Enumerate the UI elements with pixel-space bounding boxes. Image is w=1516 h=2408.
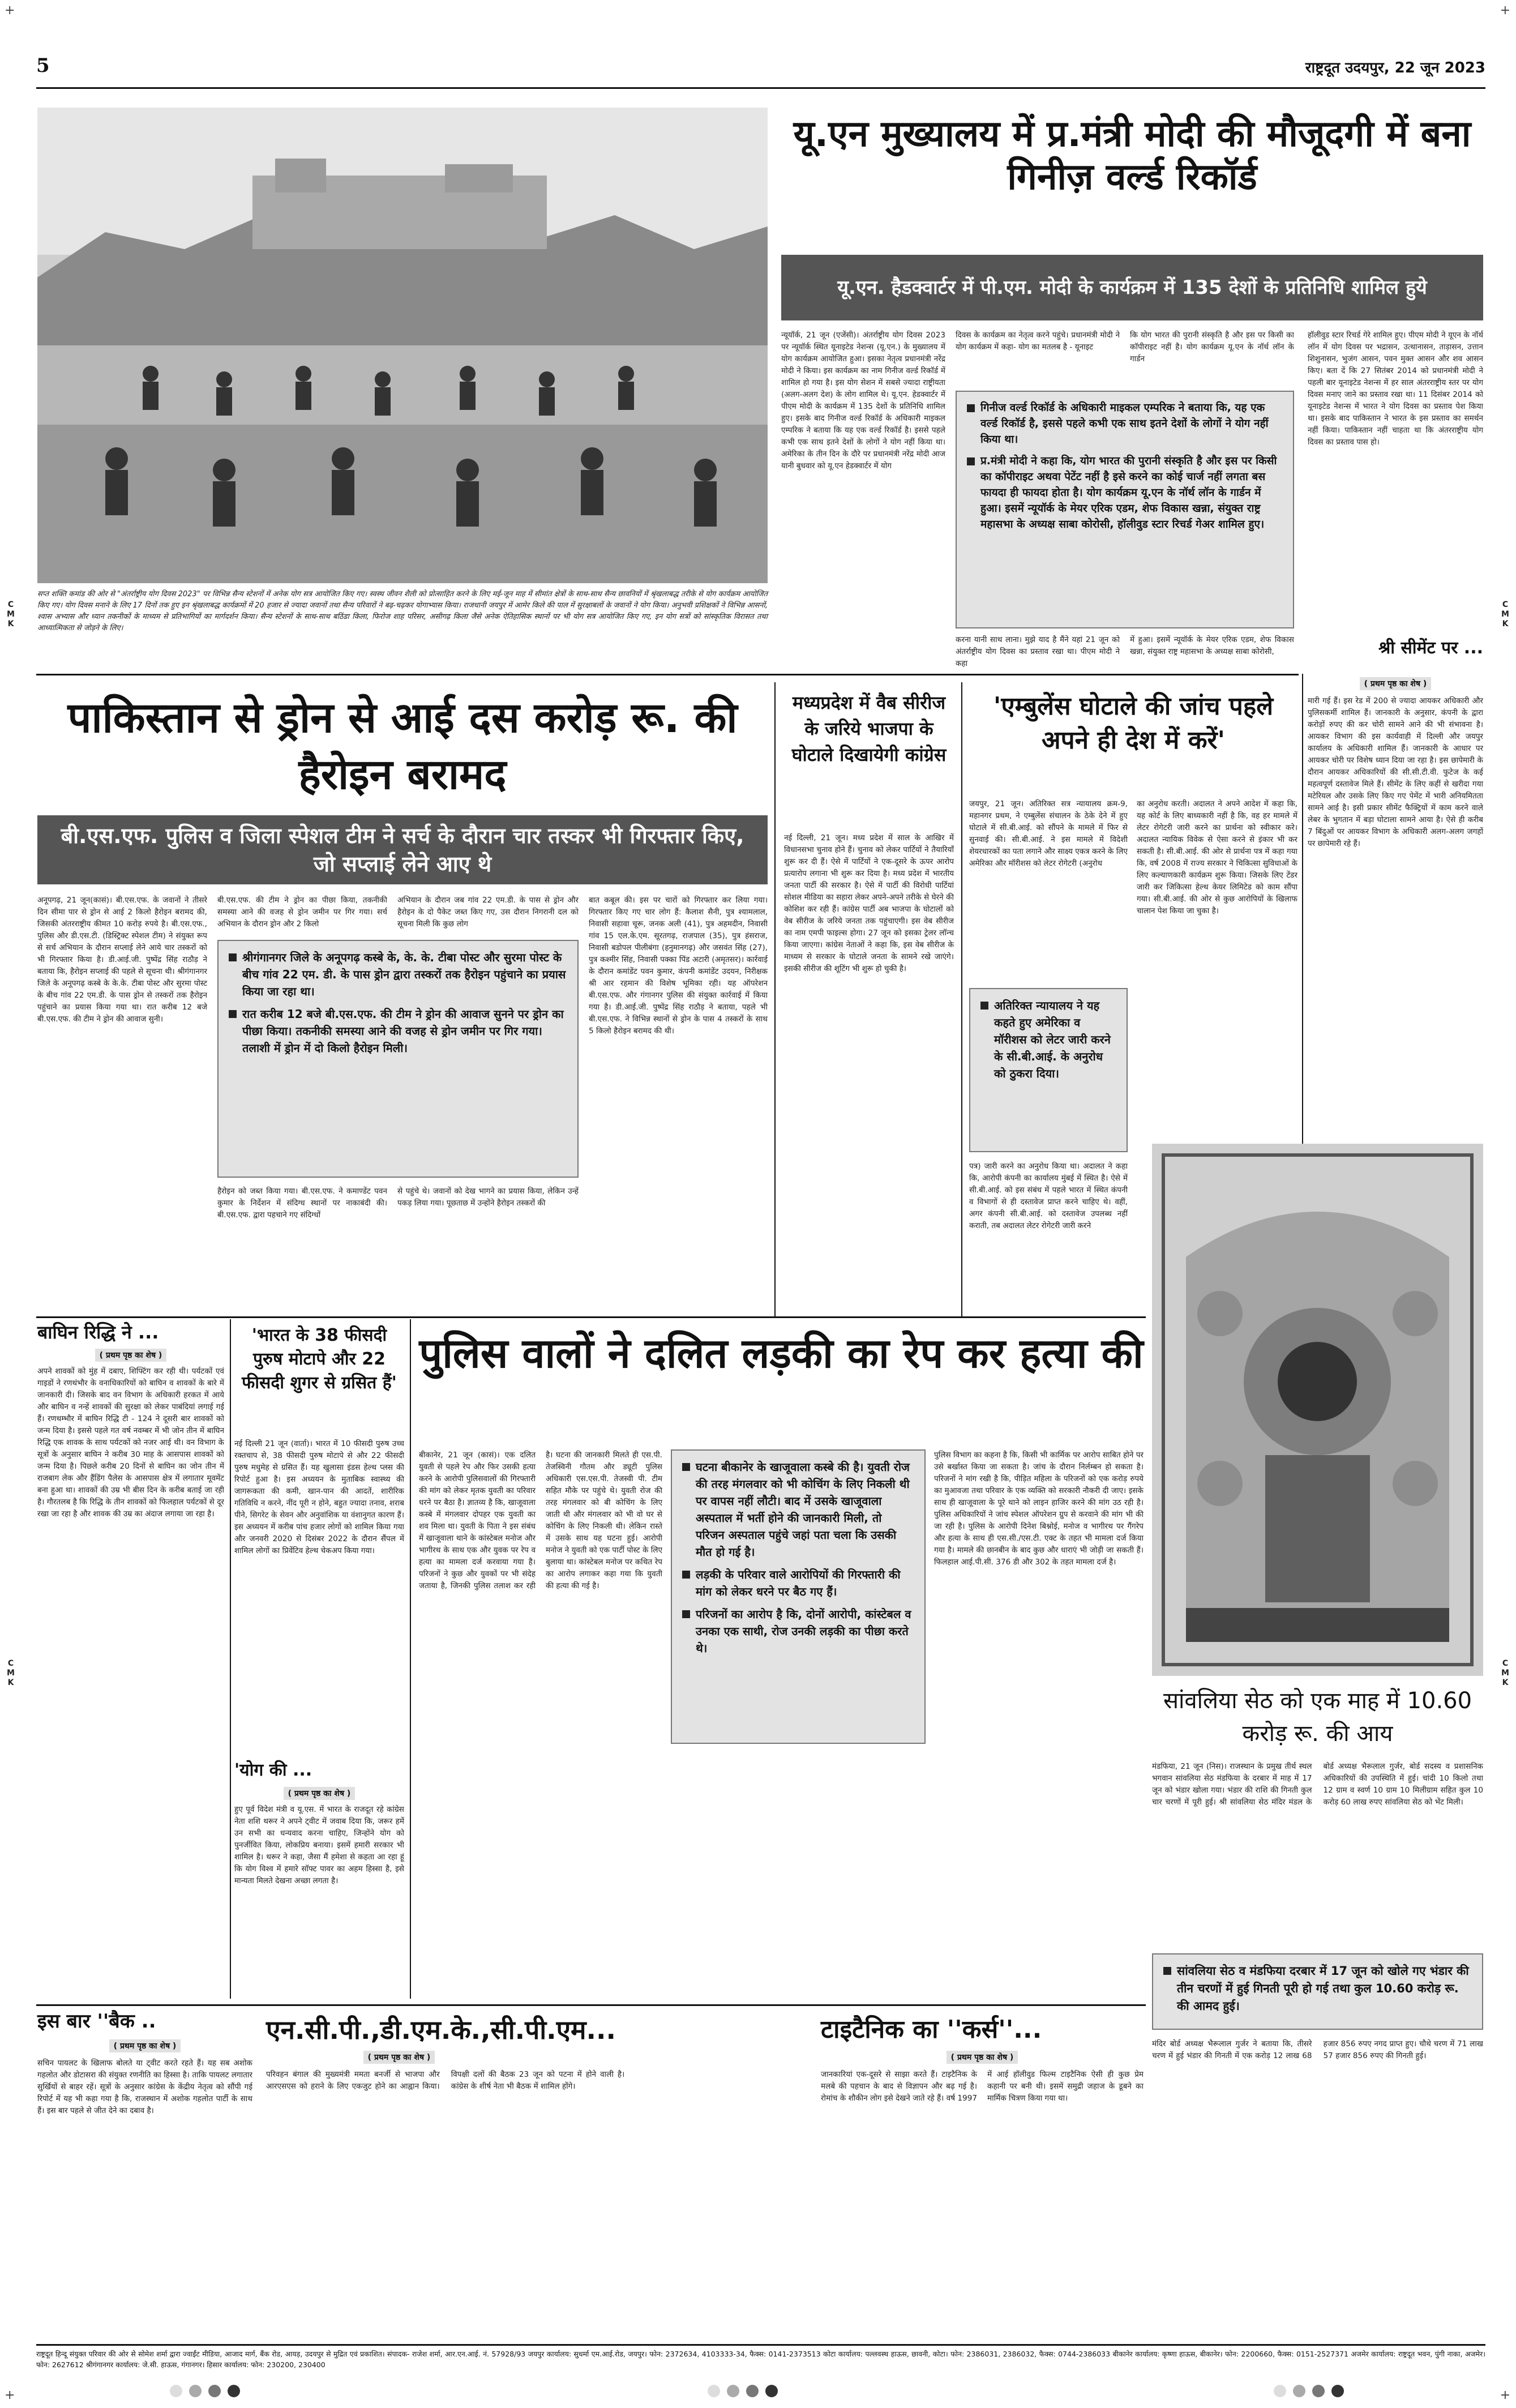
- color-dots-right: [1274, 2385, 1344, 2397]
- rape-highlight-2-text: लड़की के परिवार वाले आरोपियों की गिरफ्तारी की मांग को लेकर धरने पर बैठ गए हैं।: [696, 1568, 901, 1598]
- cement-tag-label: ( प्रथम पृष्ठ का शेष ): [1360, 677, 1432, 690]
- rape-highlight-1: [682, 1459, 914, 1560]
- bullet-square-icon: [980, 1002, 988, 1010]
- baghin-body: अपने शावकों को मुंह में दबाए, शिफ्टिंग कर रही थी। पर्यटकों एवं गाइडों ने रणथंभौर के वनाधिकारियों को बाघिन व शावकों के बारे में जानकारी दी। जिसके बाद वन विभाग के अधिकारी हरकत में आये और बाघिन व नन्हें शावकों की सुरक्षा को लेकर पाबंदियां लगाई गई हैं। रणथम्भौर में बाघिन रिद्धि टी - 124 ने दूसरी बार शावकों को जन्म दिया है। इससे पहले गत वर्ष नवम्बर में भी जोन तीन में बाघिन रिद्धि एक शावक के साथ पर्यटकों को नजर आई थी। वन विभाग के सूत्रों के अनुसार बाघिन ने करीब 30 माह के आसपास शावकों को जन्म दिया है। पिछले करीब 20 दिनों से बाघिन का जोन तीन में राजबाग लेक और हैंडिंग पैलेस के आसपास क्षेत्र में लगातार मूवमेंट बना हुआ था। शावकों की उम्र भी बीस दिन के करीब बताई जा रही है। गौरतलब है कि रिद्धि के तीन शावकों को फिलहाल पर्यटकों से दूर रखा जा रहा है और शावक की उम्र का अंदाज लगाया जा रहा है।: [37, 1367, 224, 1519]
- sanwaliya-photo: [1152, 1144, 1483, 1676]
- yoga-photo: [37, 108, 768, 583]
- drone-subhead-text: बी.एस.एफ. पुलिस व जिला स्पेशल टीम ने सर्च के दौरान चार तस्कर भी गिरफ्तार किए, जो सप्लाई लेने आए थे: [61, 823, 744, 876]
- rape-highlight-2: [682, 1566, 914, 1600]
- registration-mark-bottom-right: +: [1500, 2388, 1510, 2402]
- titanic-tag-label: ( प्रथम पृष्ठ का शेष ): [947, 2051, 1018, 2064]
- drone-highlight-1-text: श्रीगंगानगर जिले के अनूपगढ़ कस्बे के, के. के. टीबा पोस्ट और सुरमा पोस्ट के बीच गांव 22 एम. डी. के पास ड्रोन द्वारा तस्करों तक हैरोइन पहुंचाने का प्रयास किया जा रहा था।: [242, 951, 566, 998]
- un-body-col-1: न्यूयॉर्क, 21 जून (एजेंसी)। अंतर्राष्ट्रीय योग दिवस 2023 पर न्यूयॉर्क स्थित यूनाइटेड नेशन्स (यू.एन.) के मुख्यालय में योग कार्यक्रम आयोजित हुआ। इसका नेतृत्व प्रधानमंत्री नरेंद्र मोदी ने किया। इस कार्यक्रम का नाम गिनीज वर्ल्ड रिकॉर्ड में शामिल हो गया है। इस योग सेशन में सबसे ज्यादा राष्ट्रीयता (अलग-अलग देश) के लोग शामिल थे। यू.एन. हेडक्वार्टर में पीएम मोदी के कार्यक्रम में 135 देशों के प्रतिनिधि शामिल हुए। इसके बाद गिनीज वर्ल्ड रिकॉर्ड के अधिकारी माइकल एम्परिक ने बताया कि यह एक वर्ल्ड रिकॉर्ड है। इससे पहले कभी एक साथ इतने देशों के लोगों ने योग नहीं किया था। अमेरिका के तीन दिन के दौरे पर प्रधानमंत्री नरेंद्र मोदी आज यानी बुधवार को यू.एन हेडक्वार्टर में योग: [781, 331, 945, 471]
- color-dot: [1293, 2385, 1305, 2397]
- baghin-tag: [37, 1349, 224, 1362]
- paper-date: राष्ट्रदूत उदयपुर, 22 जून 2023: [1305, 59, 1485, 76]
- color-dot: [189, 2385, 202, 2397]
- un-subhead-text: यू.एन. हैडक्वार्टर में पी.एम. मोदी के कार्यक्रम में 135 देशों के प्रतिनिधि शामिल हुये: [837, 276, 1427, 299]
- column-rule-4: [230, 1319, 231, 1999]
- color-dot: [708, 2385, 720, 2397]
- bait-tag: [37, 2039, 252, 2052]
- header-rule: [36, 87, 1485, 89]
- ambulance-highlight-item: [980, 997, 1116, 1082]
- ambulance-highlight-text: अतिरिक्त न्यायालय ने यह कहते हुए अमेरिका व मॉरीशस को लेटर जारी करने के सी.बी.आई. के अनुरोध को ठुकरा दिया।: [994, 999, 1111, 1080]
- color-mark-left-2: C M K: [7, 1659, 15, 1687]
- titanic-body: जानकारियां एक-दूसरे से साझा करते हैं। टाइटैनिक के मलबे की पहचान के बाद से विज्ञापन और बढ़ गई है। रोमांच के शौकीन लोग इसे देखने जाते रहे हैं। वर्ष 1997 में आई हॉलीवुड फिल्म टाइटैनिक ऐसी ही कुछ प्रेम कहानी पर बनी थी। इसमें समुद्री जहाज के डूबने का मार्मिक चित्रण किया गया था।: [821, 2070, 1144, 2103]
- yog-tag-label: ( प्रथम पृष्ठ का शेष ): [284, 1787, 356, 1800]
- ncp-title: एन.सी.पी.,डी.एम.के.,सी.पी.एम...: [266, 2014, 616, 2045]
- yog-tag: [234, 1787, 404, 1800]
- color-dot: [1312, 2385, 1325, 2397]
- color-mark-left-1: C M K: [7, 600, 15, 628]
- page-number: 5: [36, 54, 50, 77]
- rape-highlight-1-text: घटना बीकानेर के खाजूवाला कस्बे की है। युवती रोज की तरह मंगलवार को भी कोचिंग के लिए निकली थी पर वापस नहीं लौटी। बाद में उसके खाजूवाला अस्पताल में भर्ती होने की जानकारी मिली, तो परिजन अस्पताल पहुंचे जहां पता चला कि उसकी मौत हो गई है।: [696, 1460, 910, 1559]
- ncp-body: परिवहन बंगाल की मुख्यमंत्री ममता बनर्जी से भाजपा और आरएसएस को हराने के लिए एकजुट होने का आह्वान किया। विपक्षी दलों की बैठक 23 जून को पटना में होने वाली है। कांग्रेस के शीर्ष नेता भी बैठक में शामिल होंगे।: [266, 2070, 625, 2091]
- bait-title: इस बार ''बैक ..: [37, 2010, 156, 2033]
- bottom-section-rule: [36, 2004, 1146, 2006]
- registration-mark-bottom-left: +: [5, 2388, 15, 2402]
- cement-tag: [1308, 677, 1483, 690]
- sanwaliya-more-body: मंदिर बोर्ड अध्यक्ष भैरूलाल गुर्जर ने बताया कि, तीसरे चरण में हुई भंडार की गिनती में एक करोड़ 12 लाख 68 हजार 856 रुपए नगद प्राप्त हुए। चौथे चरण में 71 लाख 57 हजार 856 रुपए की गिनती हुई।: [1152, 2039, 1483, 2060]
- bait-body: सचिन पायलट के खिलाफ बोलते या ट्वीट करते रहते हैं। यह सब अशोक गहलोत और डोटासरा की संयुक्त रणनीति का हिस्सा है। ताकि पायलट लगातार सुर्खियों से बाहर रहें। सूत्रों के अनुसार कांग्रेस के केंद्रीय नेतृत्व को सौंपी गई रिपोर्ट में यह भी कहा गया है कि, राजस्थान में अशोक गहलोत पार्टी के साथ हैं। इस बार पहले से जीत देने का दबाव है।: [37, 2059, 252, 2115]
- ncp-tag-label: ( प्रथम पृष्ठ का शेष ): [363, 2051, 435, 2064]
- titanic-title: टाइटैनिक का ''कर्स''...: [821, 2015, 1042, 2044]
- titanic-tag: [821, 2051, 1144, 2064]
- sanwaliya-highlight-item: [1163, 1962, 1472, 2015]
- rape-highlight-3: [682, 1606, 914, 1657]
- registration-mark-top-left: +: [5, 3, 15, 18]
- color-dot: [228, 2385, 240, 2397]
- color-dot: [208, 2385, 221, 2397]
- rape-body-col-1: बीकानेर, 21 जून (कासं)। एक दलित युवती से पहले रेप और फिर उसकी हत्या करने के आरोपी पुलिसवालों की गिरफ्तारी की मांग को लेकर मृतक युवती का परिवार धरने पर बैठा है। ज्ञातव्य है कि, खाजूवाला कस्बे में मंगलवार दोपहर एक युवती का शव मिला था। युवती के पिता ने इस संबंध में खाजूवाला थाने के कांस्टेबल मनोज और भागीरथ के साथ एक और युवक पर रेप व हत्या का मामला दर्ज करवाया गया है। परिजनों ने कुछ और युवकों पर भी संदेह जताया है, जिनकी पुलिस तलाश कर रही है। घटना की जानकारी मिलते ही एस.पी. तेजस्विनी गौतम और ड्यूटी पुलिस अधिकारी एस.एस.पी. तेजस्वी पी. टीम सहित मौके पर पहुंचे थे। युवती रोज की तरह मंगलवार को बी कोचिंग के लिए जाती थी और मंगलवार को भी वो घर से कोचिंग के लिए निकली थी। लेकिन रास्ते में उसके साथ यह घटना हुई। आरोपी मनोज ने युवती को एक पार्टी पोस्ट के लिए बुलाया था। कांस्टेबल मनोज पर कथित रेप का आरोप लगाकर कहा गया कि युवती की हत्या की गई है।: [419, 1451, 662, 1590]
- color-dot: [746, 2385, 759, 2397]
- cement-body: मारी गई हैं। इस रेड में 200 से ज्यादा आयकर अधिकारी और पुलिसकर्मी शामिल हैं। जानकारी के अनुसार, कंपनी के द्वारा करोड़ों रुपए की कर चोरी सामने आने की भी संभावना है। आयकर विभाग की इस कार्यवाही में दिल्ली और जयपुर कार्यालय के अधिकारी शामिल हैं। जानकारी के आधार पर आयकर चोरी पर विशेष ध्यान दिया जा रहा है। इस छापेमारी के दौरान आयकर अधिकारियों की सी.सी.टी.वी. फुटेज के कई महत्वपूर्ण दस्तावेज मिले हैं। सीमेंट के लिए कहीं से खरीदा गया मटेरियल और उसके लिए किए गए पेमेंट में भारी अनियमितता सामने आई है। इसी प्रकार सीमेंट फैक्ट्रियों में काम करने वाले लेबर के भुगतान में बड़ा घोटाला सामने आया है। ऐसे ही करीब 7 बिंदुओं पर आयकर विभाग के अधिकारी अलग-अलग जगहों पर छापेमारी रहे हैं।: [1308, 696, 1483, 848]
- drone-body-col-2: बी.एस.एफ. की टीम ने ड्रोन का पीछा किया, तकनीकी समस्या आने की वजह से ड्रोन जमीन पर गिर गया। सर्च अभियान के दौरान ड्रोन और 2 किलो: [217, 896, 387, 929]
- bait-tag-label: ( प्रथम पृष्ठ का शेष ): [109, 2039, 181, 2052]
- cement-title: श्री सीमेंट पर ...: [1378, 638, 1483, 658]
- column-rule-2: [961, 682, 962, 1316]
- drone-body-col-4: बात कबूल की। इस पर चारों को गिरफ्तार कर लिया गया। गिरफ्तार किए गए चार लोग हैं: कैलाश सैनी, पुत्र श्यामलाल, निवासी सहावा चूरू, जनक अली (41), पुत्र अहमदीन, निवासी गांव 15 एल.के.एम. सूरतगढ़, राजपाल (35), पुत्र हंसराज, निवासी बडोपल पीलीबंगा (हनुमानगढ़) और जसवंत सिंह (27), पुत्र कश्मीर सिंह, निवासी पक्का पिंड अटारी (अमृतसर)। कार्रवाई के दौरान कमांडेंट पवन कुमार, कंपनी कमांडेंट उदयन, निरीक्षक श्री आर रहमान की विशेष भूमिका रही। यह ऑपरेशन बी.एस.एफ. और गंगानगर पुलिस की संयुक्त कार्रवाई में किया गया है। डी.आई.जी. पुष्पेंद्र सिंह राठौड़ ने बताया, पहले भी बी.एस.एफ. ने विभिन्न स्थानों से ड्रोन के पास 4 तस्करों के साथ 5 किलो हैरोइन बरामद की थी।: [589, 896, 768, 1036]
- drone-highlight-2: [229, 1006, 567, 1057]
- rape-body-col-2: पुलिस विभाग का कहना है कि, किसी भी कार्मिक पर आरोप साबित होने पर उसे बर्खास्त किया जा सकता है। जांच के दौरान निर्लम्बन हो सकता है। परिजनों ने मांग रखी है कि, पीड़ित महिला के परिजनों को एक करोड़ रुपये का मुआवजा तथा परिवार के एक व्यक्ति को सरकारी नौकरी दी जाए। इसके साथ ही खाजूवाला के पूरे थाने को लाइन हाजिर करने की मांग उठ रही है। पुलिस अधिकारियों ने जांच स्पेशल ऑपरेशन ग्रुप से करवाने की मांग भी की जा रही है। पुलिस के आरोपी दिनेश बिश्नोई, मनोज व भागीरथ पर गैंगरेप और हत्या के साथ ही एस.सी./एस.टी. एक्ट के तहत भी मामला दर्ज किया गया है। मामले की छानबीन के बाद कुछ और धाराएं भी जोड़ी जा सकती हैं। फिलहाल आई.पी.सी. 376 डी और 302 के तहत मामला दर्ज है।: [934, 1451, 1144, 1567]
- color-mark-right-1: C M K: [1501, 600, 1509, 628]
- sanwaliya-headline: सांवलिया सेठ को एक माह में 10.60 करोड़ रू. की आय: [1163, 1688, 1472, 1747]
- sanwaliya-body: मंडफिया, 21 जून (निस)। राजस्थान के प्रमुख तीर्थ स्थल भगवान सांवलिया सेठ मंडफिया के दरबार में माह में 17 जून को भंडार खोला गया। भंडार की राशि की गिनती कुल चार चरणों में पूरी हुई। श्री सांवलिया सेठ मंदिर मंडल के बोर्ड अध्यक्ष भैरूलाल गुर्जर, बोर्ड सदस्य व प्रशासनिक अधिकारियों की उपस्थिति में हुई। चांदी 10 किलो तथा 12 ग्राम व स्वर्ण 10 ग्राम 10 मिलीग्राम सहित कुल 10 करोड़ 60 लाख रुपए सांवलिया सेठ को भेंट मिली।: [1152, 1762, 1483, 1807]
- color-dots-center: [708, 2385, 778, 2397]
- bullet-square-icon: [682, 1610, 690, 1618]
- ambulance-body-col-2: का अनुरोध करती। अदालत ने अपने आदेश में कहा कि, यह कोर्ट के लिए बाध्यकारी नहीं है कि, वह हर मामले में लेटर रोगेटरी जारी करने का प्रार्थना को स्वीकार करे। अदालत न्यायिक विवेक से ऐसा करने से इंकार भी कर सकती है। सी.बी.आई. की ओर से प्रार्थना पत्र में कहा गया कि, वर्ष 2008 में राज्य सरकार ने चिकित्सा सुविधाओं के लिए कल्याणकारी कार्यक्रम शुरू किया। जिसके लिए टेंडर जारी कर जिकित्सा हेल्थ केयर लिमिटेड को काम सौंपा गया। सी.बी.आई. की ओर से कुछ आरोपियों के खिलाफ चालान पेश किया जा चुका है।: [1137, 799, 1297, 916]
- obesity-headline: 'भारत के 38 फीसदी पुरुष मोटापे और 22 फीसदी शुगर से ग्रसित हैं': [242, 1325, 397, 1393]
- color-dot: [727, 2385, 739, 2397]
- ambulance-headline: 'एम्बुलेंस घोटाले की जांच पहले अपने ही देश में करें': [993, 692, 1274, 755]
- color-mark-right-2: C M K: [1501, 1659, 1509, 1687]
- drone-body-col-3-tail: से पहुंचे थे। जवानों को देख भागने का प्रयास किया, लेकिन उन्हें पकड़ लिया गया। पूछताछ में उन्होंने हैरोइन तस्करों की: [397, 1187, 579, 1208]
- yoga-photo-caption: सप्त शक्ति कमांड की ओर से "अंतर्राष्ट्रीय योग दिवस 2023" पर विभिन्न सैन्य स्टेशनों में अनेक योग सत्र आयोजित किए गए। स्वस्थ जीवन शैली को प्रोत्साहित करने के लिए मई-जून माह में सीमांत क्षेत्रों के साथ-साथ सैन्य छावनियों में श्रृंखलाबद्ध तरीके से योग कार्यक्रम आयोजित किए गए। योग दिवस मनाने के लिए 17 दिनों तक हुए इन श्रृंखलाबद्ध कार्यक्रमों में 20 हजार से ज्यादा जवानों तथा सैन्य परिवारों ने बढ़-चढ़कर योगाभ्यास किया। राजधानी जयपुर में आमेर किले की पाल में सुरक्षाबलों के जवानों ने योग किया। अनुभवी प्रशिक्षकों ने विभिन्न आसनों, श्वास अभ्यास और ध्यान तकनीकों के माध्यम से प्रतिभागियों का मार्गदर्शन किया। सैन्य स्टेशनों के साथ-साथ बठिंडा किला, फिरोज शाह परिसर, असीगढ़ किला जैसे अनेक ऐतिहासिक स्थानों पर भी योग सत्र आयोजित किए गए, इन योग सत्रों को सांस्कृतिक विरासत तथा आध्यात्मिकता से जोड़ने के लिए।: [37, 590, 768, 632]
- drone-highlight-1: [229, 949, 567, 1000]
- footer-rule: [36, 2344, 1485, 2346]
- bullet-square-icon: [1163, 1967, 1171, 1975]
- bullet-square-icon: [229, 1010, 237, 1018]
- mp-body: नई दिल्ली, 21 जून। मध्य प्रदेश में साल के आखिर में विधानसभा चुनाव होने हैं। चुनाव को लेकर पार्टियों ने तैयारियाँ शुरू कर दी हैं। ऐसे में पार्टियों ने एक-दूसरे के ऊपर आरोप प्रत्यारोप लगाना भी शुरू कर दिया है। मध्य प्रदेश में भारतीय जनता पार्टी की सरकार है। ऐसे में पार्टी की विरोधी पार्टियां सोशल मीडिया का सहारा लेकर अपने-अपने तरीके से घेरने की कोशिश कर रही हैं। कांग्रेस पार्टी अब भाजपा के घोटालों को वेब सीरीज के जरिये जनता तक पहुंचाएगी। इस वेब सीरीज का नाम एमपी फाइल्स होगा। 27 जून को इसका ट्रेलर लॉन्च किया जाएगा। कांग्रेस नेताओं ने कहा कि, इस वेब सीरीज के माध्यम से सरकार के घोटाले जनता के सामने रखे जाएंगे। इसकी सीरीज की शूटिंग भी शुरू हो चुकी है।: [784, 833, 954, 973]
- footer-imprint: राष्ट्रदूत हिन्दू संयुक्त परिवार की ओर से सोमेश शर्मा द्वारा ज्वाईंट मीडिया, आजाद मार्ग, बैंक रोड, आयड़, उदयपुर से मुद्रित एवं प्रकाशित। संपादक- राजेश शर्मा, आर.एन.आई. नं. 57928/93 जयपुर कार्यालय: सुधर्मा एम.आई.रोड, जयपुर। फोन: 2372634, 4103333-34, फैक्स: 0141-2373513 कोटा कार्यालय: पल्लवस्थ हाऊस, छावनी, कोटा। फोन: 2386031, 2386032, फैक्स: 0744-2386033 बीकानेर कार्यालय: कृष्णा हाऊस, बीकानेर। फोन: 2200660, फैक्स: 0151-2527371 अजमेर कार्यालय: राष्ट्रदूत भवन, पुंगी नाका, अजमेर। फोन: 2627612 श्रीगंगानगर कार्यालय: जे.सी. हाऊस, गंगानगर। हिसार कार्यालय: फोन: 230200, 230400: [36, 2350, 1485, 2369]
- bullet-square-icon: [229, 953, 237, 961]
- column-rule-1: [774, 682, 776, 1316]
- yog-title: 'योग की ...: [234, 1760, 312, 1780]
- ambulance-highlight: [969, 988, 1128, 1152]
- bullet-square-icon: [967, 404, 975, 412]
- ncp-tag: [266, 2051, 532, 2064]
- bullet-square-icon: [682, 1463, 690, 1471]
- drone-highlight-2-text: रात करीब 12 बजे बी.एस.एफ. की टीम ने ड्रोन की आवाज सुनने पर ड्रोन का पीछा किया। तकनीकी समस्या आने की वजह से ड्रोन जमीन पर गिर गया। तलाशी में ड्रोन में दो किलो हैरोइन मिली।: [242, 1007, 564, 1055]
- sanwaliya-highlight-text: सांवलिया सेठ व मंडफिया दरबार में 17 जून को खोले गए भंडार की तीन चरणों में हुई गिनती पूरी हो गई तथा कुल 10.60 करोड़ रू. की आमद हुई।: [1177, 1964, 1469, 2013]
- un-body-col-2: दिवस के कार्यक्रम का नेतृत्व करने पहुंचे। प्रधानमंत्री मोदी ने योग कार्यक्रम में कहा- योग का मतलब है - यूनाइट: [956, 331, 1120, 352]
- mp-headline: मध्यप्रदेश में वैब सीरीज के जरिये भाजपा के घोटाले दिखायेगी कांग्रेस: [791, 692, 947, 765]
- un-highlight-2: [967, 453, 1283, 532]
- un-body-col-3-tail: में हुआ। इसमें न्यूयॉर्क के मेयर एरिक एडम, शेफ विकास खन्ना, संयुक्त राष्ट्र महासभा के अध्यक्ष साबा कोरोसी,: [1130, 635, 1294, 656]
- un-highlight-2-text: प्र.मंत्री मोदी ने कहा कि, योग भारत की पुरानी संस्कृति है और इस पर किसी का कॉपीराइट अथवा पेटेंट नहीं है इसे करने का कोई चार्ज नहीं लगता बस फायदा ही फायदा होता है। योग कार्यक्रम यू.एन के नॉर्थ लॉन के गार्डन में हुआ। इसमें न्यूयॉर्क के मेयर एरिक एडम, शेफ विकास खन्ना, संयुक्त राष्ट्र महासभा के अध्यक्ष साबा कोरोसी, हॉलीवुड स्टार रिचर्ड गेअर शामिल हुए।: [980, 455, 1277, 531]
- obesity-body: नई दिल्ली 21 जून (वार्ता)। भारत में 10 फीसदी पुरुष उच्च रक्तचाप से, 38 फीसदी पुरुष मोटापे से और 22 फीसदी पुरुष मधुमेह से ग्रसित हैं। यह खुलासा इंडस हेल्थ प्लस की रिपोर्ट हुआ है। इस अध्ययन के मुताबिक स्वास्थ्य की जागरूकता की कमी, खान-पान की आदतें, शारीरिक गतिविधि न करने, नींद पूरी न होने, बहुत ज्यादा तनाव, शराब पीने, सिगरेट के सेवन और अनुवांशिक या वंशानुगत कारण हैं। इस अध्ययन में करीब पांच हजार लोगों को शामिल किया गया और जनवरी 2020 से दिसंबर 2022 के दौरान सैंपल में शामिल लोगों का प्रिवेंटिव हेल्थ चेकअप किया गया।: [234, 1439, 404, 1555]
- color-dot: [1331, 2385, 1344, 2397]
- middle-section-rule: [36, 1316, 1146, 1318]
- yog-body: हुए पूर्व विदेश मंत्री व यू.एस. में भारत के राजदूत रहे कांग्रेस नेता शशि थरूर ने अपने ट्वीट में जवाब दिया कि, जरूर हमें उन सभी का धन्यवाद करना चाहिए, जिन्होंने योग को पुनर्जीवित किया, लोकप्रिय बनाया। इसमें हमारी सरकार भी शामिल है। थरूर ने कहा, जैसा मैं हमेशा से कहता आ रहा हूं कि योग विश्व में हमारे सॉफ्ट पावर का अहम हिस्सा है, इसे मान्यता मिलते देखना अच्छा लगता है।: [234, 1805, 404, 1885]
- drone-body-col-3: अभियान के दौरान जब गांव 22 एम.डी. के पास से ड्रोन और हैरोइन के दो पैकेट जब्त किए गए, उस दौरान निगरानी दल को सूचना मिली कि कुछ लोग: [397, 896, 579, 929]
- color-dot: [170, 2385, 182, 2397]
- bullet-square-icon: [682, 1571, 690, 1579]
- rape-highlights: [671, 1449, 926, 1744]
- page-header: [36, 50, 1485, 87]
- bullet-square-icon: [967, 457, 975, 465]
- sanwaliya-highlight: [1152, 1953, 1483, 2030]
- ambulance-body-col-1-tail: पत्र) जारी करने का अनुरोध किया था। अदालत ने कहा कि, आरोपी कंपनी का कार्यालय मुंबई में स्थित है। ऐसे में सी.बी.आई. को इस संबंध में पहले भारत में स्थित कंपनी व विभागों से ही दस्तावेज प्राप्त करने चाहिए थे। वहीं, अगर कंपनी सी.बी.आई. को दस्तावेज उपलब्ध नहीं कराती, तब अदालत लेटर रोगेटरी जारी करने: [969, 1162, 1128, 1230]
- un-headline: यू.एन मुख्यालय में प्र.मंत्री मोदी की मौजूदगी में बना गिनीज़ वर्ल्ड रिकॉर्ड: [793, 113, 1471, 198]
- rape-headline: पुलिस वालों ने दलित लड़की का रेप कर हत्या की: [419, 1329, 1144, 1377]
- drone-body-col-2-tail: हैरोइन को जब्त किया गया। बी.एस.एफ. ने कमाण्डेंट पवन कुमार के निर्देशन में संदिग्ध स्थानों पर नाकाबंदी की। बी.एस.एफ. द्वारा पहचाने गए संदिग्धों: [217, 1187, 387, 1220]
- color-dot: [1274, 2385, 1286, 2397]
- column-rule-5: [410, 1319, 411, 1999]
- un-body-col-3: कि योग भारत की पुरानी संस्कृति है और इस पर किसी का कॉपीराइट नहीं है। योग कार्यक्रम यू.एन के नॉर्थ लॉन के गार्डन: [1130, 331, 1294, 363]
- un-highlights: [956, 391, 1294, 628]
- drone-highlights: [217, 940, 579, 1178]
- color-dot: [765, 2385, 778, 2397]
- un-body-col-2-tail: करना यानी साथ लाना। मुझे याद है मैंने यहां 21 जून को अंतर्राष्ट्रीय योग दिवस का प्रस्ताव रखा था। पीएम मोदी ने कहा: [956, 635, 1120, 668]
- un-subhead: [781, 255, 1483, 320]
- top-section-rule: [36, 674, 1299, 675]
- registration-mark-top-right: +: [1500, 3, 1510, 18]
- color-dots-left: [170, 2385, 240, 2397]
- rape-highlight-3-text: परिजनों का आरोप है कि, दोनों आरोपी, कांस्टेबल व उनका एक साथी, रोज उनकी लड़की का पीछा करते थे।: [696, 1607, 911, 1655]
- un-highlight-1: [967, 400, 1283, 447]
- drone-headline: पाकिस्तान से ड्रोन से आई दस करोड़ रू. की हैरोइन बरामद: [67, 694, 738, 799]
- un-body-col-4: हॉलीवुड स्टार रिचर्ड गेरे शामिल हुए। पीएम मोदी ने यूएन के नॉर्थ लॉन में योग दिवस पर भद्रासन, उत्थानासन, ताड़ासन, उत्तान शिशुनासन, भुजंग आसन, पवन मुक्त आसन और शव आसन किए। बता दें कि 27 सितंबर 2014 को प्रधानमंत्री मोदी ने पहली बार यूनाइटेड नेशन्स में हर साल अंतरराष्ट्रीय स्तर पर योग दिवस मनाए जाने का प्रस्ताव रखा था। 11 दिसंबर 2014 को यूनाइटेड नेशन्स में भारत ने योग दिवस का प्रस्ताव पेश किया था। इसके बाद पाकिस्तान ने भारत के इस प्रस्ताव का समर्थन नहीं किया। पाकिस्तान नहीं चाहता था कि अंतरराष्ट्रीय योग दिवस का प्रस्ताव पास हो।: [1308, 331, 1483, 447]
- drone-body-col-1: अनूपगढ़, 21 जून(कासं)। बी.एस.एफ. के जवानों ने तीसरे दिन सीमा पार से ड्रोन से आई 2 किलो हैरोइन बरामद की, जिसकी अंतरराष्ट्रीय कीमत 10 करोड़ रुपये है। बी.एस.एफ., पुलिस और डी.एस.टी. (डिस्ट्रिक्ट स्पेशल टीम) ने संयुक्त रूप से सर्च अभियान के दौरान सप्लाई लेने आये चार तस्करों को भी गिरफ्तार किया है। डी.आई.जी. पुष्पेंद्र सिंह राठौड़ ने बताया कि, हैरोइन सप्लाई की पहले से सूचना थी। श्रीगंगानगर जिले के अनूपगढ़ कस्बे के के.के. टीबा पोस्ट और सुरमा पोस्ट के बीच गांव 22 एम.डी. के पास ड्रोन से तस्करों तक हैरोइन पहुंचाने का प्रयास किया गया था। रात करीब 12 बजे बी.एस.एफ. की टीम ने ड्रोन की आवाज सुनी।: [37, 896, 207, 1024]
- baghin-title: बाघिन रिद्धि ने ...: [37, 1321, 159, 1343]
- drone-subhead: [37, 815, 768, 884]
- un-highlight-1-text: गिनीज वर्ल्ड रिकॉर्ड के अधिकारी माइकल एम्परिक ने बताया कि, यह एक वर्ल्ड रिकॉर्ड है, इससे पहले कभी एक साथ इतने देशों के लोगों ने योग नहीं किया था।: [980, 401, 1269, 446]
- baghin-tag-label: ( प्रथम पृष्ठ का शेष ): [95, 1349, 167, 1362]
- ambulance-body-col-1: जयपुर, 21 जून। अतिरिक्त सत्र न्यायालय क्रम-9, महानगर प्रथम, ने एम्बुलेंस संचालन के ठेके देने में हुए घोटाले में सी.बी.आई. को सौंपने के मामले में फिर से सुनवाई की। सी.बी.आई. ने इस मामले में विदेशी शेयरधारकों का पता लगाने और साक्ष्य एकत्र करने के लिए अमेरिका और मॉरीशस को लेटर रोगेटरी (अनुरोध: [969, 799, 1128, 868]
